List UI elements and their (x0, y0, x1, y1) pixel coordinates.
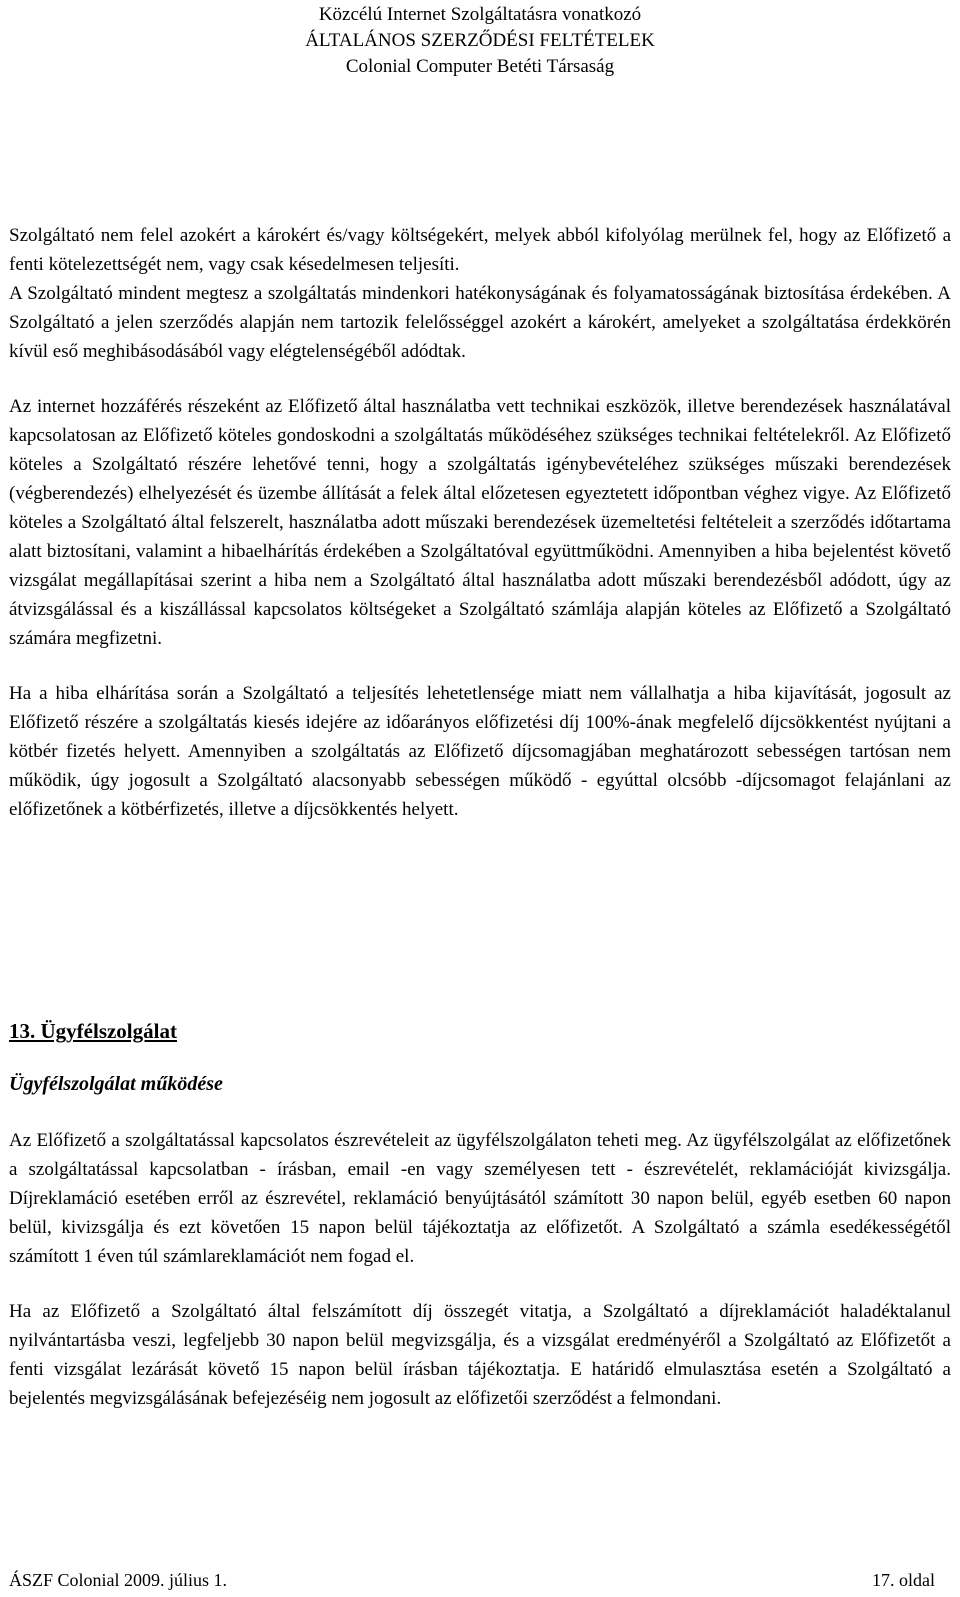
paragraph-liability: Szolgáltató nem felel azokért a károkért és/vagy költségekért, melyek abból kifolyólag merülnek fel, hogy az Előfizető a fenti kötelezettségét nem, vagy csak késedelmesen teljesíti. (9, 225, 951, 275)
footer-doc-id: ÁSZF Colonial 2009. július 1. (9, 1570, 228, 1590)
paragraph-fault-repair: Ha a hiba elhárítása során a Szolgáltató a teljesítés lehetetlensége miatt nem vállalhatja a hiba kijavítását, jogosult az Előfizető részére a szolgáltatás kiesés idejére az időarányos előfizetési díj 100%-ának megfelelő díjcsökkentést nyújtani a kötbér fizetés helyett. Amennyiben a szolgáltatás az Előfizető díjcsomagjában meghatározott sebességen tartósan nem működik, úgy jogosult a Szolgáltató alacsonyabb sebességen működő - egyúttal olcsóbb -díjcsomagot felajánlani az előfizetőnek a kötbérfizetés, illetve a díjcsökkentés helyett. (9, 683, 951, 820)
header-company-name: Colonial Computer Betéti Társaság (345, 56, 615, 77)
customer-service-text-block (9, 1126, 951, 1413)
paragraph-fee-dispute: Ha az Előfizető a Szolgáltató által felszámított díj összegét vitatja, a Szolgáltató a díjreklamációt haladéktalanul nyilvántartásba veszi, legfeljebb 30 napon belül megvizsgálja, és a vizsgálat eredményéről a Szolgáltató az Előfizetőt a fenti vizsgálat lezárását követő 15 napon belül írásban tájékoztatja. E határidő elmulasztása esetén a Szolgáltató a bejelentés megvizsgálásának befejezéséig nem jogosult az előfizetői szerződést a felmondani. (9, 1301, 951, 1409)
section-subheading: Ügyfélszolgálat működése (9, 1073, 223, 1095)
paragraph-service-efficiency: A Szolgáltató mindent megtesz a szolgáltatás mindenkori hatékonyságának és folyamatosságának biztosítása érdekében. A Szolgáltató a jelen szerződés alapján nem tartozik felelősséggel azokért a károkért, amelyeket a szolgáltatása érdekkörén kívül eső meghibásodásából vagy elégtelenségéből adódtak. (9, 283, 951, 362)
header-doc-type: ÁLTALÁNOS SZERZŐDÉSI FELTÉTELEK (305, 30, 655, 51)
main-text-block (9, 221, 951, 824)
paragraph-complaints: Az Előfizető a szolgáltatással kapcsolatos észrevételeit az ügyfélszolgálaton teheti meg. Az ügyfélszolgálat az előfizetőnek a szolgáltatással kapcsolatban - írásban, email -en vagy személyesen tett - észrevételét, reklamációját kivizsgálja. Díjreklamáció esetében erről az észrevétel, reklamáció benyújtásától számított 30 napon belül, egyéb esetben 60 napon belül, kivizsgálja és ezt követően 15 napon belül tájékoztatja az előfizetőt. A Szolgáltató a számla esedékességétől számított 1 éven túl számlareklamációt nem fogad el. (9, 1130, 951, 1267)
document-header (0, 2, 960, 80)
header-title-line: Közcélú Internet Szolgáltatásra vonatkozó (318, 4, 642, 25)
paragraph-equipment: Az internet hozzáférés részeként az Előfizető által használatba vett technikai eszközök, illetve berendezések használatával kapcsolatosan az Előfizető köteles gondoskodni a szolgáltatás működéséhez szükséges technikai feltételekről. Az Előfizető köteles a Szolgáltató részére lehetővé tenni, hogy a szolgáltatás igénybevételéhez szükséges műszaki berendezések (végberendezés) elhelyezését és üzembe állítását a felek által előzetesen egyeztetett időpontban véghez vigye. Az Előfizető köteles a Szolgáltató által felszerelt, használatba adott műszaki berendezések üzemeltetési feltételeit a szerződés időtartama alatt biztosítani, valamint a hibaelhárítás érdekében a Szolgáltatóval együttműködni. Amennyiben a hiba bejelentést követő vizsgálat megállapításai szerint a hiba nem a Szolgáltató által használatba adott műszaki berendezésből adódott, úgy az átvizsgálással és a kiszállással kapcsolatos költségeket a Szolgáltató számlája alapján köteles az Előfizető a Szolgáltató számára megfizetni. (9, 396, 951, 649)
section-heading: 13. Ügyfélszolgálat (9, 1019, 177, 1043)
page-number: 17. oldal (872, 1570, 935, 1590)
